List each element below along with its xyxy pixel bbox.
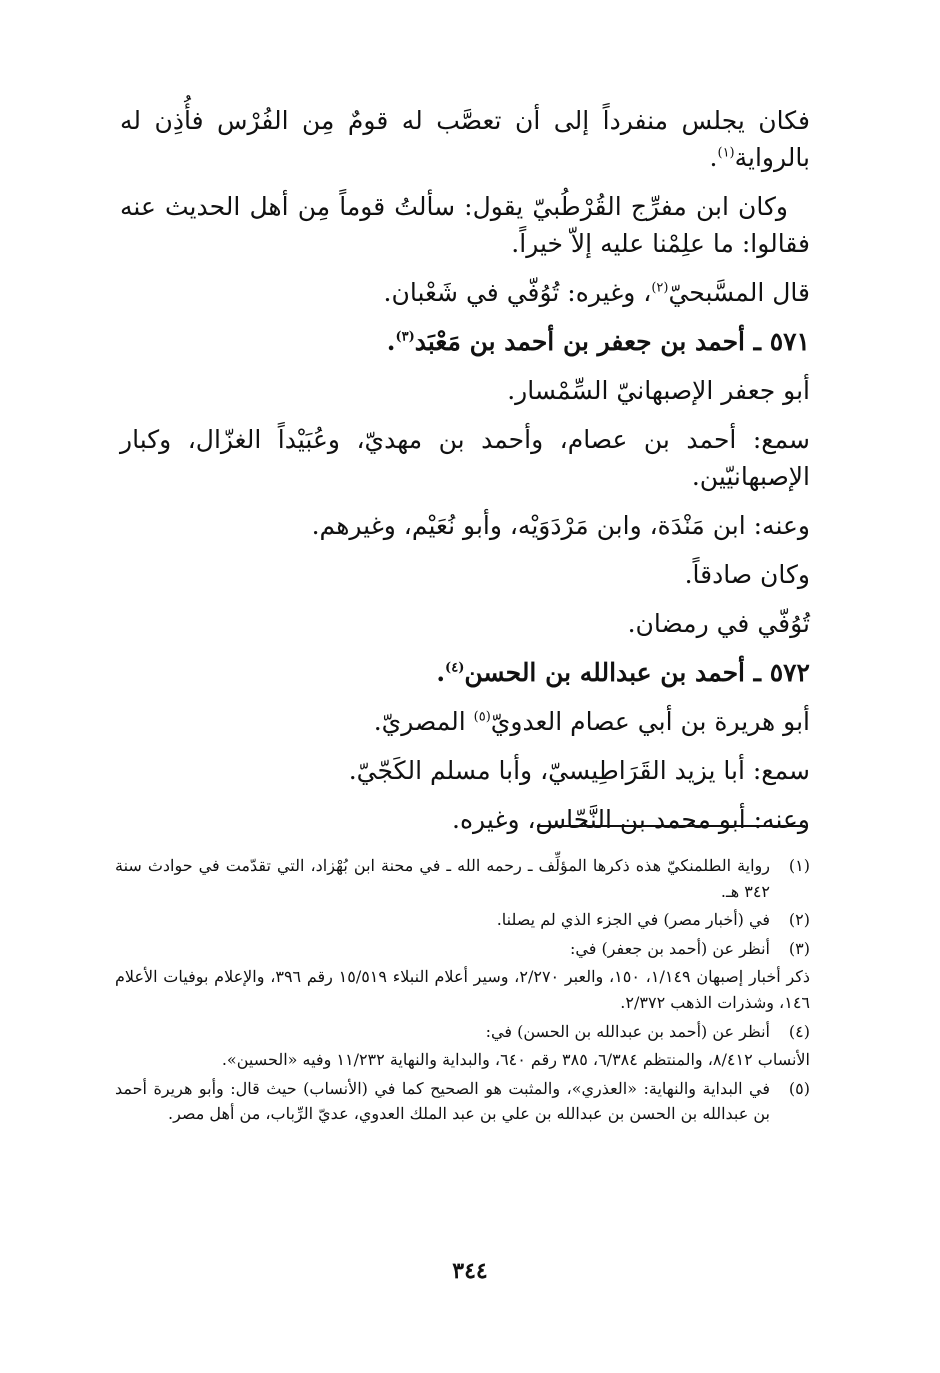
entry-572-students: وعنه: أبو محمد بن النَّحّاس، وغيره.	[452, 805, 810, 834]
paragraph-1: فكان يجلس منفرداً إلى أن تعصَّب له قومٌ مِن الفُرْس فأُذِن له بالرواية$^{(١)}$.	[120, 106, 810, 172]
footnote-ref-4[interactable]: (٤)	[445, 660, 465, 676]
footnote-4-continuation: الأنساب ٨/٤١٢، والمنتظم ٦/٣٨٤، ٣٨٥ رقم ٦٤٠، والبداية والنهاية ١١/٢٣٢ وفيه «الحسين».	[221, 1050, 810, 1070]
footnote-2	[115, 907, 810, 933]
footnote-divider	[537, 825, 805, 827]
entry-571-kunya: أبو جعفر الإصبهانيّ السِّمْسار.	[507, 376, 810, 405]
footnote-number: (٣)	[788, 938, 810, 958]
entry-572-teachers: سمع: أبا يزيد القَرَاطِيسيّ، وأبا مسلم الكَجّيّ.	[348, 756, 810, 785]
entry-571-grade: وكان صادقاً.	[684, 560, 810, 589]
entry-571-teachers: سمع: أحمد بن عصام، وأحمد بن مهديّ، وعُبَيْداً الغزّال، وكبار الإصبهانيّين.	[120, 425, 810, 491]
footnotes	[115, 853, 810, 1130]
entry-571-death: تُوُفّي في رمضان.	[627, 609, 810, 638]
footnote-3-continuation: ذكر أخبار إصبهان ١/١٤٩، ١٥٠، والعبر ٢/٢٧٠، وسير أعلام النبلاء ١٥/٥١٩ رقم ٣٩٦، والإعلام بوفيات الأعلام ١٤٦، وشذرات الذهب ٢/٣٧٢.	[115, 967, 811, 1012]
footnote-number: (٢)	[788, 910, 810, 930]
footnote-text: أنظر عن (أحمد بن عبدالله بن الحسن) في:	[485, 1021, 770, 1041]
entry-571-title: ٥٧١ ـ أحمد بن جعفر بن أحمد بن مَعْبَد$^{(٣)}$.	[386, 327, 810, 356]
main-text	[120, 102, 810, 850]
footnote-number: (٥)	[788, 1078, 810, 1098]
paragraph-3: قال المسَّبحيّ$^{(٢)}$، وغيره: تُوُفّي في شَعْبان.	[383, 278, 810, 307]
footnote-text: في البداية والنهاية: «العذري»، والمثبت هو الصحيح كما في (الأنساب) حيث قال: وأبو هريرة أحمد بن عبدالله بن الحسن بن عبدالله بن علي بن عبد الملك العدوي، عديّ الرِّباب، من أهل مصر.	[115, 1078, 770, 1124]
footnote-5	[115, 1076, 810, 1127]
footnote-ref-5[interactable]: (٥)	[473, 709, 491, 725]
footnote-text: في (أخبار مصر) في الجزء الذي لم يصلنا.	[496, 910, 770, 930]
entry-571-students: وعنه: ابن مَنْدَة، وابن مَرْدَوَيْه، وأبو نُعَيْم، وغيرهم.	[311, 511, 810, 540]
footnote-text: رواية الطلمنكيّ هذه ذكرها المؤلِّف ـ رحمه الله ـ في محنة ابن بُهْزاد، التي تقدّمت في حوادث سنة ٣٤٢ هـ.	[115, 856, 771, 901]
footnote-4	[115, 1019, 810, 1045]
footnote-ref-1[interactable]: (١)	[717, 145, 735, 161]
footnote-1	[115, 853, 810, 904]
page-number: ٣٤٤	[452, 1258, 488, 1284]
footnote-number: (٤)	[788, 1021, 810, 1041]
footnote-ref-2[interactable]: (٢)	[651, 280, 669, 296]
footnote-3	[115, 936, 810, 962]
footnote-ref-3[interactable]: (٣)	[395, 329, 415, 345]
paragraph-2: وكان ابن مفرِّج القُرْطُبيّ يقول: سألتُ قوماً مِن أهل الحديث عنه فقالوا: ما علِمْنا عليه إلاّ خيراً.	[120, 192, 810, 258]
entry-572-kunya: أبو هريرة بن أبي عصام العدويّ$^{(٥)}$ المصريّ.	[373, 707, 810, 736]
footnote-number: (١)	[788, 856, 810, 875]
footnote-text: أنظر عن (أحمد بن جعفر) في:	[569, 938, 770, 958]
entry-572-title: ٥٧٢ ـ أحمد بن عبدالله بن الحسن$^{(٤)}$.	[436, 658, 810, 687]
